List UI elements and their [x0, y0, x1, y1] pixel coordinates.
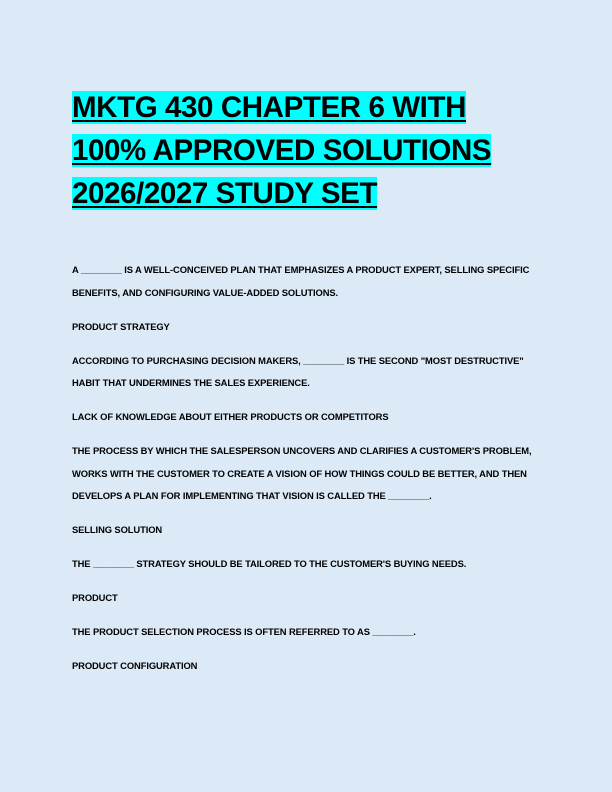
question-text: THE ________ STRATEGY SHOULD BE TAILORED TO THE CUSTOMER'S BUYING NEEDS.: [72, 558, 467, 569]
question-text: THE PROCESS BY WHICH THE SALESPERSON UNCOVERS AND CLARIFIES A CUSTOMER'S PROBLEM, WORKS WITH THE CUSTOMER TO CREATE A VISION OF HOW THINGS COULD BE BETTER, AND THEN DEVELOPS A PLAN FOR IMPLEMENTING THAT VISION IS CALLED THE ________.: [72, 445, 532, 501]
answer-text: PRODUCT: [72, 592, 118, 603]
answer-text: LACK OF KNOWLEDGE ABOUT EITHER PRODUCTS OR COMPETITORS: [72, 411, 389, 422]
answer-text: SELLING SOLUTION: [72, 524, 163, 535]
study-set-content: [72, 259, 542, 678]
question-text: ACCORDING TO PURCHASING DECISION MAKERS, ________ IS THE SECOND "MOST DESTRUCTIVE" HABIT THAT UNDERMINES THE SALES EXPERIENCE.: [72, 354, 524, 388]
answer-text: PRODUCT CONFIGURATION: [72, 660, 198, 671]
question-text: A ________ IS A WELL-CONCEIVED PLAN THAT EMPHASIZES A PRODUCT EXPERT, SELLING SPECIFIC BENEFITS, AND CONFIGURING VALUE-ADDED SOLUTIONS.: [72, 264, 530, 298]
document-title-text: MKTG 430 CHAPTER 6 WITH 100% APPROVED SOLUTIONS 2026/2027 STUDY SET: [72, 91, 492, 210]
question-text: THE PRODUCT SELECTION PROCESS IS OFTEN REFERRED TO AS ________.: [72, 626, 416, 637]
answer-text: PRODUCT STRATEGY: [72, 320, 170, 332]
document-title: [72, 86, 542, 215]
